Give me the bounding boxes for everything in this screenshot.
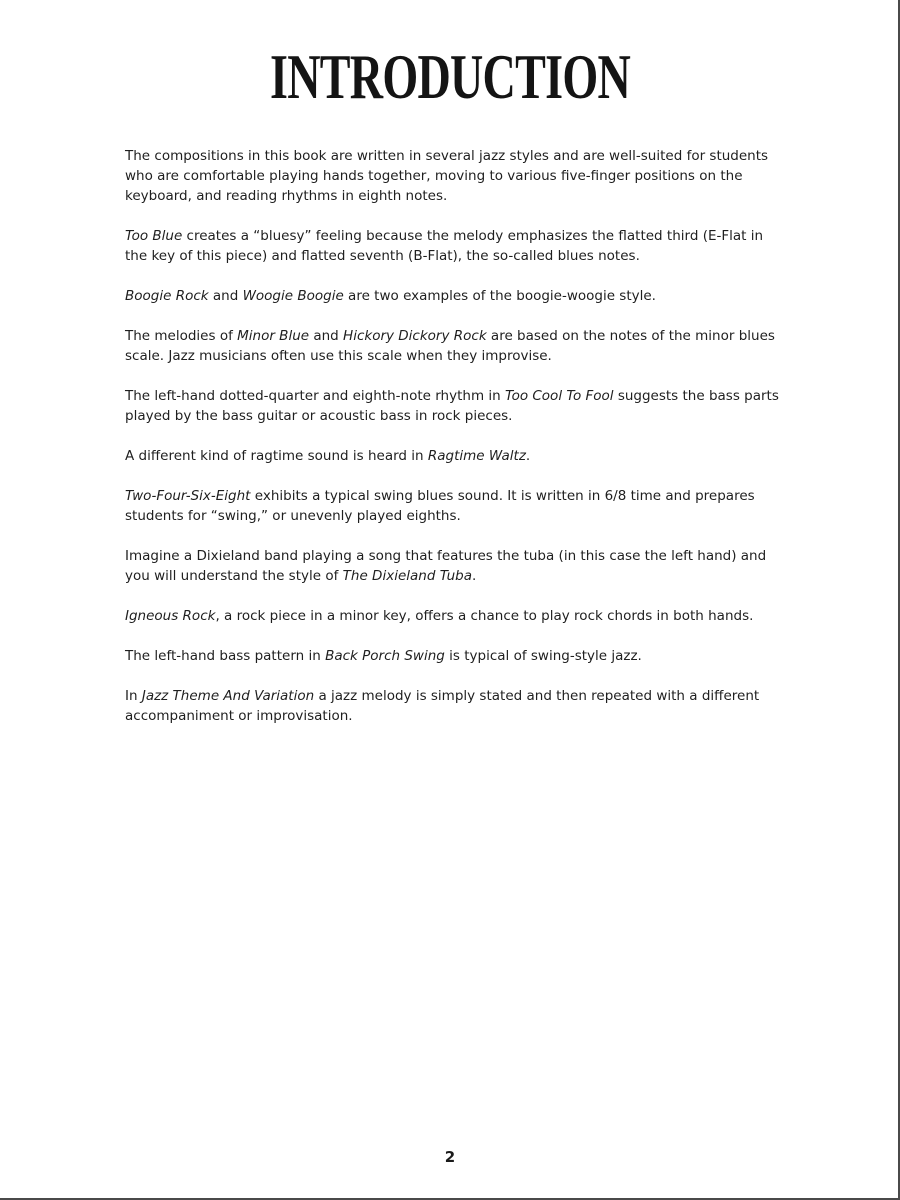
text-run: exhibits a typical swing blues sound. It is written in 6/8 time and prepares students for “swing,” or unevenly played eighths. [125,488,755,524]
text-run: . [525,448,531,464]
text-run: is typical of swing-style jazz. [444,648,642,664]
paragraph [125,686,780,726]
text-run: The left-hand bass pattern in [125,648,326,664]
paragraph [125,646,780,666]
piece-title: Ragtime Waltz [427,448,526,464]
text-run: creates a “bluesy” feeling because the melody emphasizes the flatted third (E-Flat in the key of this piece) and flatted seventh (B-Flat), the so-called blues notes. [125,228,764,264]
text-run: , a rock piece in a minor key, offers a chance to play rock chords in both hands. [215,608,754,624]
paragraph [125,286,780,306]
piece-title: Hickory Dickory Rock [343,328,487,344]
page-title: INTRODUCTION [269,41,631,112]
piece-title: Igneous Rock [125,608,216,624]
introduction-body [125,146,780,746]
text-run: The melodies of [125,328,238,344]
piece-title: Woogie Boogie [242,288,344,304]
paragraph [125,386,780,426]
paragraph [125,546,780,586]
piece-title: Minor Blue [237,328,310,344]
text-run: The left-hand dotted-quarter and eighth-note rhythm in [125,388,505,404]
text-run: The compositions in this book are written in several jazz styles and are well-suited for students who are comfortable playing hands together, moving to various five-finger positions on the keyboard, and reading rhythms in eighth notes. [125,148,769,204]
piece-title: The Dixieland Tuba [342,568,472,584]
paragraph [125,146,780,206]
paragraph [125,446,780,466]
text-run: . [471,568,477,584]
piece-title: Boogie Rock [125,288,209,304]
piece-title: Back Porch Swing [325,648,445,664]
text-run: and [309,328,344,344]
text-run: suggests the bass parts played by the bass guitar or acoustic bass in rock pieces. [125,388,779,424]
text-run: are two examples of the boogie-woogie style. [343,288,656,304]
paragraph [125,226,780,266]
paragraph [125,486,780,526]
text-run: Imagine a Dixieland band playing a song that features the tuba (in this case the left hand) and you will understand the style of [125,548,767,584]
text-run: In [125,688,142,704]
paragraph [125,326,780,366]
paragraph [125,606,780,626]
text-run: A different kind of ragtime sound is heard in [125,448,428,464]
text-run: are based on the notes of the minor blues scale. Jazz musicians often use this scale when they improvise. [125,328,775,364]
piece-title: Too Blue [125,228,183,244]
piece-title: Too Cool To Fool [504,388,614,404]
text-run: a jazz melody is simply stated and then repeated with a different accompaniment or improvisation. [125,688,760,724]
page-number: 2 [444,1148,456,1166]
piece-title: Two-Four-Six-Eight [125,488,251,504]
piece-title: Jazz Theme And Variation [141,688,315,704]
text-run: and [208,288,243,304]
